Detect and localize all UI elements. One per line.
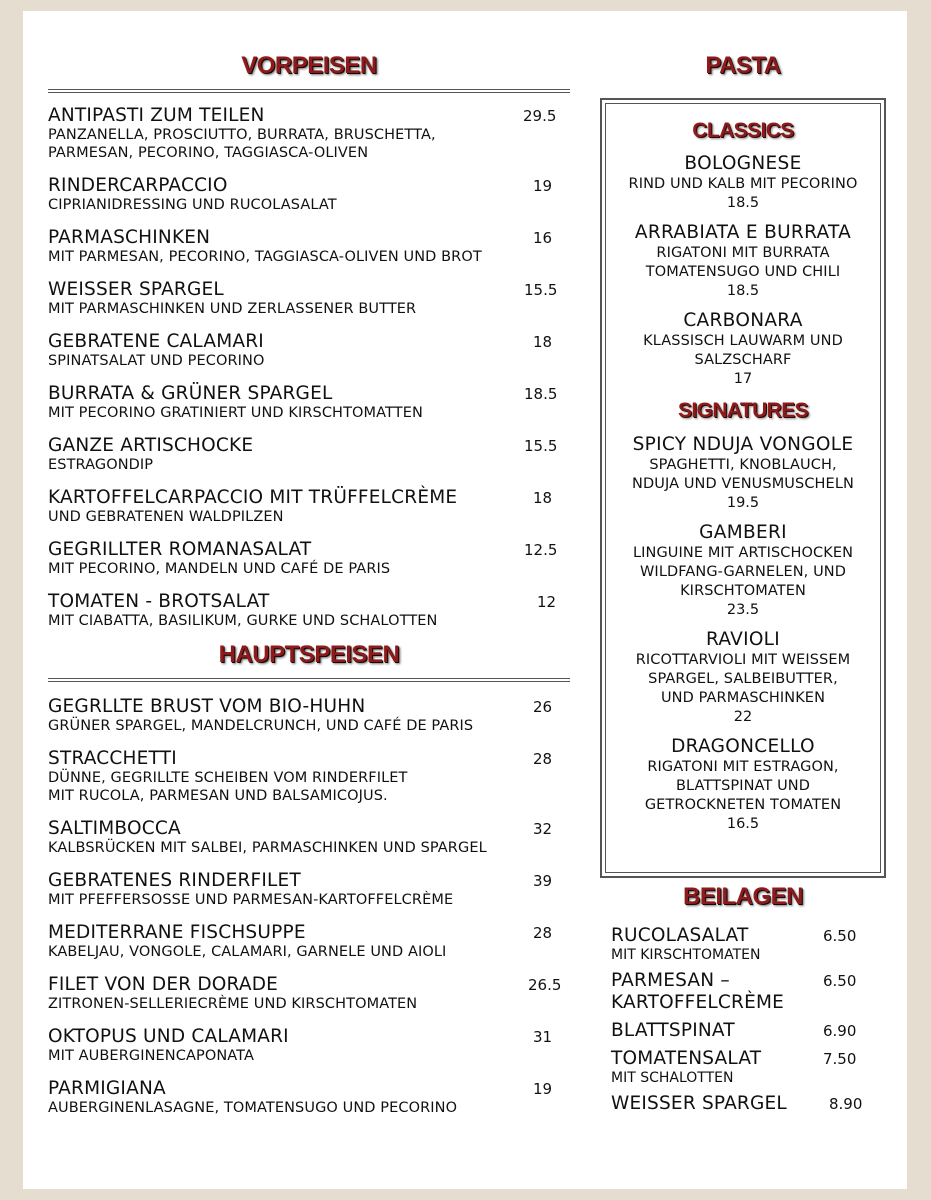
side-item-price: 6.50 xyxy=(823,927,857,945)
pasta-item-name: DRAGONCELLO xyxy=(671,736,815,757)
pasta-item xyxy=(602,434,884,512)
menu-item-description: KABELJAU, VONGOLE, CALAMARI, GARNELE UND AIOLI xyxy=(48,944,447,960)
vorpeisen-title: VORPEISEN xyxy=(241,52,377,79)
menu-item-name: GEGRILLTER ROMANASALAT xyxy=(48,539,312,560)
pasta-item-description: BLATTSPINAT UND xyxy=(675,778,811,794)
pasta-item-description: SALZSCHARF xyxy=(694,352,792,368)
pasta-item-description: RIND UND KALB MIT PECORINO xyxy=(628,176,858,192)
pasta-title: PASTA xyxy=(705,52,781,79)
side-item xyxy=(611,925,871,964)
pasta-item-description: GETROCKNETEN TOMATEN xyxy=(644,797,842,813)
menu-item xyxy=(48,922,570,961)
menu-item-price: 18 xyxy=(533,333,553,351)
pasta-item-name: GAMBERI xyxy=(699,522,787,543)
pasta-item-name: CARBONARA xyxy=(683,310,803,331)
menu-item-price: 19 xyxy=(533,1080,553,1098)
pasta-item-price: 19.5 xyxy=(726,495,760,511)
menu-item-description: CIPRIANIDRESSING UND RUCOLASALAT xyxy=(48,197,337,213)
menu-item-description: KALBSRÜCKEN MIT SALBEI, PARMASCHINKEN UND SPARGEL xyxy=(48,840,487,856)
beilagen-list xyxy=(611,925,871,1115)
menu-item xyxy=(48,279,570,318)
side-item-price: 6.90 xyxy=(823,1022,857,1040)
vorpeisen-list xyxy=(48,105,570,630)
menu-item xyxy=(48,870,570,909)
menu-item-price: 28 xyxy=(533,924,553,942)
menu-item-description: AUBERGINENLASAGNE, TOMATENSUGO UND PECORINO xyxy=(48,1100,458,1116)
menu-item xyxy=(48,487,570,526)
menu-item xyxy=(48,818,570,857)
menu-item-description: MIT PFEFFERSOSSE UND PARMESAN-KARTOFFELCRÈME xyxy=(48,892,454,908)
side-item-name: WEISSER SPARGEL xyxy=(611,1093,787,1114)
pasta-item-name: BOLOGNESE xyxy=(684,153,802,174)
right-column xyxy=(599,51,887,1114)
classics-list xyxy=(602,153,884,388)
pasta-item-description: KLASSISCH LAUWARM UND xyxy=(643,333,843,349)
menu-item-description: DÜNNE, GEGRILLTE SCHEIBEN VOM RINDERFILET xyxy=(48,770,408,786)
menu-item xyxy=(48,591,570,630)
side-item-name: KARTOFFELCRÈME xyxy=(611,992,785,1013)
side-item-price: 7.50 xyxy=(823,1050,857,1068)
menu-item-name: MEDITERRANE FISCHSUPPE xyxy=(48,922,306,943)
pasta-item-description: TOMATENSUGO UND CHILI xyxy=(645,264,841,280)
menu-item-price: 32 xyxy=(533,820,553,838)
pasta-item-description: LINGUINE MIT ARTISCHOCKEN xyxy=(632,545,854,561)
menu-item xyxy=(48,748,570,805)
side-item xyxy=(611,1093,871,1115)
pasta-item-description: RIGATONI MIT BURRATA xyxy=(656,245,830,261)
pasta-item-price: 16.5 xyxy=(726,816,760,832)
pasta-item-description: SPARGEL, SALBEIBUTTER, xyxy=(648,671,838,687)
menu-item-description: MIT PECORINO, MANDELN UND CAFÉ DE PARIS xyxy=(48,561,391,577)
menu-item xyxy=(48,227,570,266)
menu-item xyxy=(48,1026,570,1065)
menu-item-description: GRÜNER SPARGEL, MANDELCRUNCH, UND CAFÉ DE PARIS xyxy=(48,718,474,734)
menu-item-price: 18.5 xyxy=(524,385,558,403)
pasta-item xyxy=(602,629,884,726)
pasta-box xyxy=(600,98,886,878)
pasta-item xyxy=(602,522,884,619)
menu-item-description: MIT PARMESAN, PECORINO, TAGGIASCA-OLIVEN UND BROT xyxy=(48,249,482,265)
menu-item xyxy=(48,435,570,474)
pasta-item-description: KIRSCHTOMATEN xyxy=(680,583,806,599)
menu-item-price: 19 xyxy=(533,177,553,195)
side-item-description: MIT SCHALOTTEN xyxy=(611,1070,734,1086)
side-item xyxy=(611,1048,871,1087)
side-item-name: RUCOLASALAT xyxy=(611,925,749,946)
pasta-item-name: SPICY NDUJA VONGOLE xyxy=(632,434,854,455)
menu-item-name: ANTIPASTI ZUM TEILEN xyxy=(48,105,265,126)
menu-item-name: PARMASCHINKEN xyxy=(48,227,211,248)
menu-item-price: 15.5 xyxy=(524,281,558,299)
menu-item-price: 26.5 xyxy=(528,976,562,994)
menu-item-description: PANZANELLA, PROSCIUTTO, BURRATA, BRUSCHETTA, xyxy=(48,127,436,143)
pasta-item-description: UND PARMASCHINKEN xyxy=(660,690,826,706)
left-column xyxy=(48,51,570,1117)
side-item-price: 6.50 xyxy=(823,972,857,990)
menu-item xyxy=(48,1078,570,1117)
menu-item-description: PARMESAN, PECORINO, TAGGIASCA-OLIVEN xyxy=(48,145,369,161)
pasta-item xyxy=(602,153,884,212)
menu-item-name: KARTOFFELCARPACCIO MIT TRÜFFELCRÈME xyxy=(48,487,458,508)
menu-item xyxy=(48,696,570,735)
menu-item-name: FILET VON DER DORADE xyxy=(48,974,279,995)
menu-item-description: MIT PARMASCHINKEN UND ZERLASSENER BUTTER xyxy=(48,301,417,317)
hauptspeisen-divider xyxy=(48,678,570,682)
signatures-list xyxy=(602,434,884,833)
side-item-name: TOMATENSALAT xyxy=(611,1048,762,1069)
menu-item-name: BURRATA & GRÜNER SPARGEL xyxy=(48,383,333,404)
hauptspeisen-title: HAUPTSPEISEN xyxy=(218,641,400,668)
pasta-item-name: ARRABIATA E BURRATA xyxy=(634,222,852,243)
menu-item-description: ZITRONEN-SELLERIECRÈME UND KIRSCHTOMATEN xyxy=(48,996,418,1012)
menu-item xyxy=(48,175,570,214)
pasta-item-name: RAVIOLI xyxy=(705,629,781,650)
menu-item-name: OKTOPUS UND CALAMARI xyxy=(48,1026,289,1047)
menu-item-price: 15.5 xyxy=(524,437,558,455)
pasta-item-price: 17 xyxy=(733,371,753,387)
pasta-item xyxy=(602,222,884,300)
pasta-item-description: RIGATONI MIT ESTRAGON, xyxy=(647,759,839,775)
side-item-name: BLATTSPINAT xyxy=(611,1020,735,1041)
menu-item-description: UND GEBRATENEN WALDPILZEN xyxy=(48,509,284,525)
menu-item xyxy=(48,383,570,422)
menu-item xyxy=(48,105,570,162)
beilagen-title: BEILAGEN xyxy=(682,883,803,910)
menu-item-name: GEGRLLTE BRUST VOM BIO-HUHN xyxy=(48,696,366,717)
menu-item-price: 29.5 xyxy=(523,107,557,125)
pasta-item-price: 18.5 xyxy=(726,195,760,211)
side-item xyxy=(611,970,871,1014)
side-item-price: 8.90 xyxy=(829,1095,863,1113)
menu-item-description: MIT PECORINO GRATINIERT UND KIRSCHTOMATTEN xyxy=(48,405,423,421)
menu-item-description: SPINATSALAT UND PECORINO xyxy=(48,353,265,369)
menu-item-price: 12.5 xyxy=(524,541,558,559)
menu-page xyxy=(23,11,907,1189)
menu-item-name: GEBRATENES RINDERFILET xyxy=(48,870,301,891)
menu-item-price: 16 xyxy=(533,229,553,247)
pasta-item-description: WILDFANG-GARNELEN, UND xyxy=(640,564,846,580)
side-item-name: PARMESAN – xyxy=(611,970,730,991)
menu-item-name: GANZE ARTISCHOCKE xyxy=(48,435,254,456)
pasta-item-description: NDUJA UND VENUSMUSCHELN xyxy=(632,476,854,492)
menu-item-description: MIT AUBERGINENCAPONATA xyxy=(48,1048,255,1064)
menu-item-name: WEISSER SPARGEL xyxy=(48,279,224,300)
menu-item-price: 28 xyxy=(533,750,553,768)
pasta-item-price: 23.5 xyxy=(726,602,760,618)
menu-item-name: STRACCHETTI xyxy=(48,748,177,769)
menu-item-description: MIT RUCOLA, PARMESAN UND BALSAMICOJUS. xyxy=(48,788,388,804)
side-item xyxy=(611,1020,871,1042)
pasta-item xyxy=(602,310,884,388)
vorpeisen-divider xyxy=(48,89,570,93)
menu-item xyxy=(48,539,570,578)
side-item-description: MIT KIRSCHTOMATEN xyxy=(611,947,761,963)
menu-item-price: 31 xyxy=(533,1028,553,1046)
hauptspeisen-list xyxy=(48,696,570,1117)
menu-item-name: SALTIMBOCCA xyxy=(48,818,181,839)
menu-item-price: 12 xyxy=(537,593,557,611)
menu-item-price: 18 xyxy=(533,489,553,507)
signatures-title: SIGNATURES xyxy=(677,399,809,422)
menu-item-name: PARMIGIANA xyxy=(48,1078,166,1099)
pasta-item xyxy=(602,736,884,833)
pasta-item-description: RICOTTARVIOLI MIT WEISSEM xyxy=(635,652,851,668)
menu-item-name: TOMATEN - BROTSALAT xyxy=(48,591,270,612)
pasta-item-description: SPAGHETTI, KNOBLAUCH, xyxy=(649,457,837,473)
menu-item xyxy=(48,974,570,1013)
menu-item-name: RINDERCARPACCIO xyxy=(48,175,228,196)
menu-item-description: MIT CIABATTA, BASILIKUM, GURKE UND SCHALOTTEN xyxy=(48,613,438,629)
classics-title: CLASSICS xyxy=(692,119,794,142)
menu-item-name: GEBRATENE CALAMARI xyxy=(48,331,264,352)
menu-item-price: 39 xyxy=(533,872,553,890)
menu-item-description: ESTRAGONDIP xyxy=(48,457,154,473)
pasta-item-price: 22 xyxy=(733,709,753,725)
menu-item-price: 26 xyxy=(533,698,553,716)
pasta-item-price: 18.5 xyxy=(726,283,760,299)
menu-item xyxy=(48,331,570,370)
